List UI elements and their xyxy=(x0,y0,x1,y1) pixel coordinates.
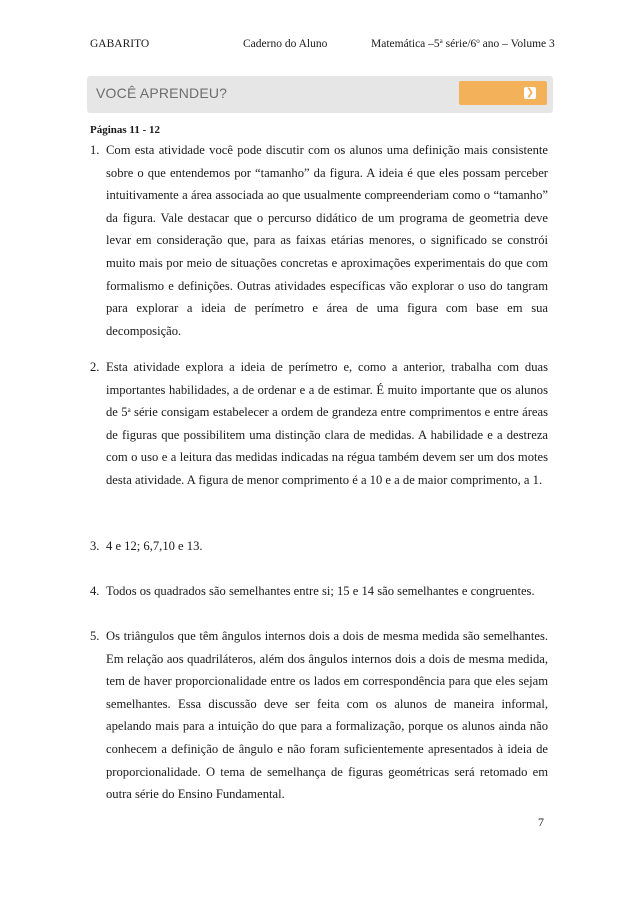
header-center: Caderno do Aluno xyxy=(243,38,328,50)
item-number: 2. xyxy=(90,360,100,374)
item-text-sup: a xyxy=(127,406,131,415)
item-text: Os triângulos que têm ângulos internos dois a dois de mesma medida são semelhantes. Em relação aos quadriláteros, além dos ângulos internos dois a dois de mesma medida, tem de haver proporcionalidade entre os lados em correspondência para que eles sejam semelhantes. Essa discussão deve ser feita com os alunos de maneira informal, apelando mais para a intuição do que para a formalização, porque os alunos ainda não conhecem a definição de ângulo e não foram suficientemente apresentados à ideia de proporcionalidade. O tema de semelhança de figuras geométricas será retomado em outra série do Ensino Fundamental. xyxy=(106,629,548,802)
item-number: 4. xyxy=(90,584,100,598)
header-right-sup2: o xyxy=(476,37,480,45)
item-text-part1: Esta atividade explora a ideia de perímetro e, como a anterior, trabalha com duas importantes habilidades, a de ordenar e a de estimar. É muito importante que os alunos de 5 xyxy=(106,360,548,420)
item-number: 3. xyxy=(90,539,100,553)
banner-title: VOCÊ APRENDEU? xyxy=(96,85,228,101)
header-right-prefix: Matemática –5 xyxy=(371,38,440,50)
answer-item-5 xyxy=(90,625,548,806)
header-right-mid: série/6 xyxy=(442,38,477,50)
item-text: Todos os quadrados são semelhantes entre si; 15 e 14 são semelhantes e congruentes. xyxy=(106,584,535,598)
header-right-suffix: ano – Volume 3 xyxy=(479,38,555,50)
item-number: 1. xyxy=(90,143,100,157)
item-text: 4 e 12; 6,7,10 e 13. xyxy=(106,539,203,553)
header-right xyxy=(371,38,555,50)
item-number: 5. xyxy=(90,629,100,643)
item-text: Com esta atividade você pode discutir com os alunos uma definição mais consistente sobre o que entendemos por “tamanho” da figura. A ideia é que eles possam perceber intuitivamente a área associada ao que usualmente compreenderiam como o “tamanho” da figura. Vale destacar que o percurso didático de um programa de geometria deve levar em consideração que, para as faixas etárias menores, o significado se constrói muito mais por meio de situações concretas e aproximações experimentais do que com formalismo e definições. Outras atividades específicas vão explorar o uso do tangram para explorar a ideia de perímetro e área de uma figura com base em sua decomposição. xyxy=(106,143,548,338)
header-right-sup1: a xyxy=(439,37,443,45)
answer-item-1 xyxy=(90,139,548,342)
answer-item-4 xyxy=(90,580,548,603)
header-left: GABARITO xyxy=(90,38,150,50)
answer-item-3 xyxy=(90,535,548,558)
chevron-right-icon: ❯ xyxy=(525,87,535,98)
section-label: Páginas 11 - 12 xyxy=(90,124,160,136)
item-text-part2: série consigam estabelecer a ordem de grandeza entre comprimentos e entre áreas de figuras que possibilitem uma distinção clara de medidas. A habilidade e a destreza com o uso e a leitura das medidas indicadas na régua também devem ser um dos motes desta atividade. A figura de menor comprimento é a 10 e a de maior comprimento, a 1. xyxy=(106,405,548,487)
answer-item-2 xyxy=(90,356,548,492)
page-number: 7 xyxy=(538,815,544,829)
item-text xyxy=(106,356,548,492)
section-banner xyxy=(87,76,553,113)
banner-next-button[interactable] xyxy=(459,81,547,105)
